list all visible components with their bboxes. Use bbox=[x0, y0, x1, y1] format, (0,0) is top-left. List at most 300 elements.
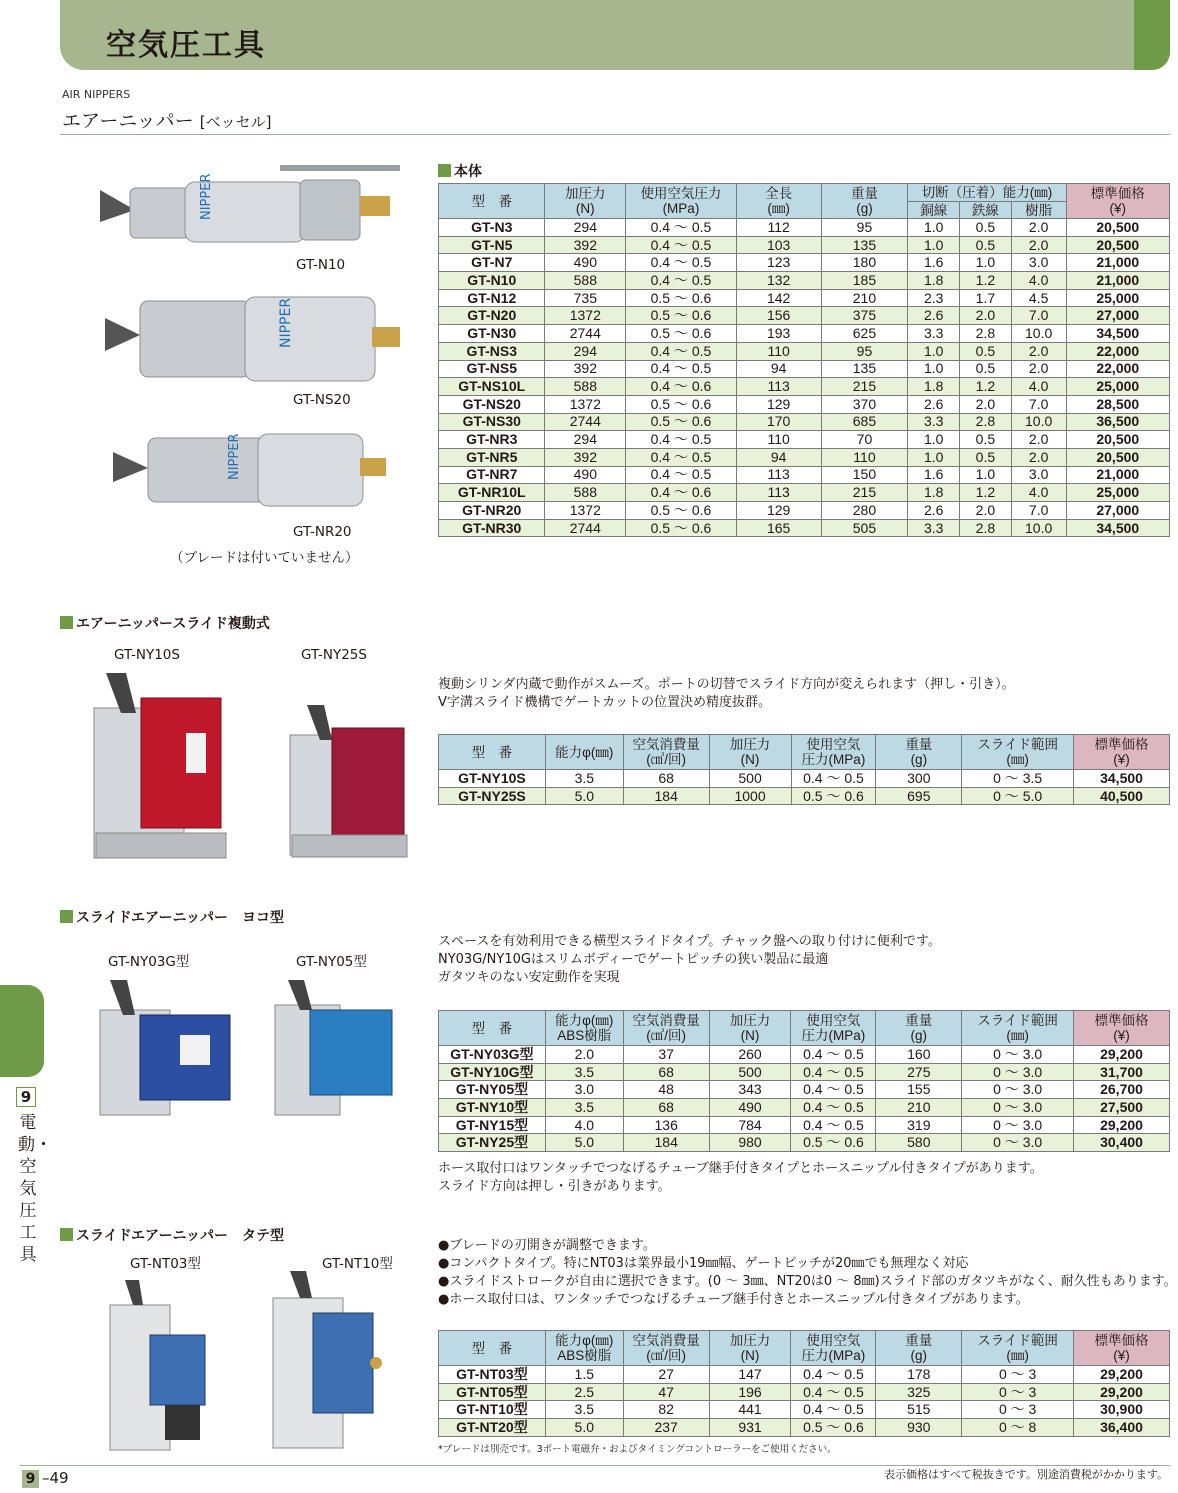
model-cell: GT-NS10L bbox=[439, 378, 545, 396]
model-cell: GT-NY03G型 bbox=[439, 1046, 546, 1064]
price-cell: 28,500 bbox=[1066, 395, 1169, 413]
value-cell: 625 bbox=[821, 325, 908, 343]
value-cell: 685 bbox=[821, 413, 908, 431]
price-cell: 21,000 bbox=[1066, 466, 1169, 484]
value-cell: 0.4 ～ 0.5 bbox=[626, 360, 737, 378]
slide-vertical-label-1: GT-NT03型 bbox=[130, 1256, 201, 1272]
th-length-label: 全長 bbox=[765, 186, 793, 201]
value-cell: 150 bbox=[821, 466, 908, 484]
slide-horizontal-section-title-text: スライドエアーニッパー ヨコ型 bbox=[76, 910, 285, 926]
value-cell: 2.0 bbox=[545, 1046, 623, 1064]
value-cell: 210 bbox=[876, 1099, 962, 1117]
model-cell: GT-NR7 bbox=[439, 466, 545, 484]
model-cell: GT-NY10型 bbox=[439, 1099, 546, 1117]
nys-th-range bbox=[962, 735, 1074, 770]
image-note: （ブレードは付いていません） bbox=[170, 550, 359, 566]
value-cell: 0.5 ～ 0.6 bbox=[626, 502, 737, 520]
product-image-gt-nr20 bbox=[108, 430, 390, 510]
value-cell: 1.7 bbox=[960, 289, 1012, 307]
nyh-th-force-label: 加圧力 bbox=[729, 1013, 771, 1028]
table-row bbox=[439, 1419, 1170, 1437]
value-cell: 1372 bbox=[545, 307, 626, 325]
value-cell: 7.0 bbox=[1011, 395, 1066, 413]
value-cell: 2.6 bbox=[908, 395, 960, 413]
value-cell: 1000 bbox=[709, 787, 791, 805]
model-cell: GT-N30 bbox=[439, 325, 545, 343]
nyh-th-force bbox=[709, 1011, 791, 1046]
tax-note: 表示価格はすべて税抜きです。別途消費税がかかります。 bbox=[883, 1468, 1168, 1481]
model-cell: GT-NY15型 bbox=[439, 1116, 546, 1134]
value-cell: 1.5 bbox=[545, 1366, 623, 1384]
table-row bbox=[439, 431, 1170, 449]
value-cell: 3.5 bbox=[545, 1063, 623, 1081]
subtitle-jp bbox=[62, 106, 271, 133]
price-cell: 22,000 bbox=[1066, 342, 1169, 360]
nys-th-range-unit: (㎜) bbox=[1006, 752, 1029, 767]
th-weight-unit: (g) bbox=[856, 201, 873, 216]
nt-th-pressure bbox=[791, 1331, 876, 1366]
nys-th-price-unit: (¥) bbox=[1113, 752, 1130, 767]
price-cell: 40,500 bbox=[1074, 787, 1170, 805]
table-row bbox=[439, 466, 1170, 484]
value-cell: 1.8 bbox=[908, 378, 960, 396]
model-cell: GT-NY10S bbox=[439, 770, 546, 788]
nyh-th-range-unit: (㎜) bbox=[1006, 1028, 1029, 1043]
model-cell: GT-N12 bbox=[439, 289, 545, 307]
th-pressure-label: 使用空気圧力 bbox=[640, 186, 722, 201]
table-row bbox=[439, 1116, 1170, 1134]
nys-th-price-label: 標準価格 bbox=[1094, 737, 1149, 752]
product-image-gt-ny03g bbox=[95, 975, 245, 1125]
value-cell: 3.5 bbox=[545, 1099, 623, 1117]
value-cell: 2.0 bbox=[960, 307, 1012, 325]
nt-th-cap-label: 能力φ(㎜) bbox=[555, 1333, 614, 1348]
slide-vertical-label-2: GT-NT10型 bbox=[322, 1256, 393, 1272]
table-row bbox=[439, 307, 1170, 325]
value-cell: 1.0 bbox=[908, 448, 960, 466]
th-price-label: 標準価格 bbox=[1090, 186, 1145, 201]
value-cell: 4.0 bbox=[1011, 378, 1066, 396]
slide-vertical-bullet-1: ●ブレードの刃開きが調整できます。 bbox=[438, 1238, 656, 1253]
value-cell: 275 bbox=[876, 1063, 962, 1081]
value-cell: 0.4 ～ 0.5 bbox=[791, 1081, 876, 1099]
nyh-th-weight-label: 重量 bbox=[905, 1013, 933, 1028]
nys-th-weight-label: 重量 bbox=[905, 737, 933, 752]
nyh-th-range bbox=[962, 1011, 1074, 1046]
value-cell: 0 ～ 8 bbox=[962, 1419, 1074, 1437]
nyh-th-pressure-label: 使用空気 bbox=[806, 1013, 861, 1028]
slide-vertical-section-title bbox=[60, 1225, 284, 1245]
value-cell: 515 bbox=[876, 1401, 962, 1419]
slide-double-label-1: GT-NY10S bbox=[114, 647, 180, 663]
value-cell: 0.5 ～ 0.6 bbox=[626, 307, 737, 325]
value-cell: 490 bbox=[545, 254, 626, 272]
nys-th-weight bbox=[876, 735, 962, 770]
model-cell: GT-NR20 bbox=[439, 502, 545, 520]
value-cell: 5.0 bbox=[545, 1419, 623, 1437]
value-cell: 112 bbox=[736, 219, 821, 237]
table-row bbox=[439, 1081, 1170, 1099]
value-cell: 294 bbox=[545, 431, 626, 449]
model-cell: GT-NR10L bbox=[439, 484, 545, 502]
price-cell: 26,700 bbox=[1074, 1081, 1170, 1099]
price-cell: 22,000 bbox=[1066, 360, 1169, 378]
value-cell: 1372 bbox=[545, 395, 626, 413]
value-cell: 2.0 bbox=[1011, 431, 1066, 449]
value-cell: 123 bbox=[736, 254, 821, 272]
value-cell: 129 bbox=[736, 395, 821, 413]
slide-horizontal-desc-1: スペースを有効利用できる横型スライドタイプ。チャック盤への取り付けに便利です。 bbox=[438, 934, 941, 949]
slide-horizontal-section-title bbox=[60, 907, 284, 927]
slide-double-section-title bbox=[60, 613, 270, 633]
value-cell: 0.4 ～ 0.5 bbox=[626, 254, 737, 272]
value-cell: 185 bbox=[821, 272, 908, 290]
nys-th-force-unit: (N) bbox=[740, 752, 760, 767]
value-cell: 0.4 ～ 0.5 bbox=[791, 1099, 876, 1117]
product-image-gt-nt03 bbox=[105, 1275, 215, 1455]
value-cell: 0.5 bbox=[960, 448, 1012, 466]
value-cell: 588 bbox=[545, 378, 626, 396]
value-cell: 0 ～ 3 bbox=[962, 1401, 1074, 1419]
table-row bbox=[439, 484, 1170, 502]
nys-th-pressure-label: 使用空気 bbox=[806, 737, 861, 752]
value-cell: 0 ～ 3.0 bbox=[962, 1046, 1074, 1064]
header-band bbox=[60, 0, 1170, 70]
product-image-gt-nt10 bbox=[268, 1268, 388, 1456]
value-cell: 7.0 bbox=[1011, 502, 1066, 520]
header-divider bbox=[60, 134, 1170, 135]
value-cell: 2.6 bbox=[908, 307, 960, 325]
product-image-gt-ns20 bbox=[100, 293, 405, 385]
value-cell: 1.2 bbox=[960, 378, 1012, 396]
nt-th-pressure-unit: 圧力(MPa) bbox=[801, 1348, 866, 1363]
value-cell: 300 bbox=[876, 770, 962, 788]
value-cell: 505 bbox=[821, 519, 908, 537]
table-row bbox=[439, 1383, 1170, 1401]
model-cell: GT-NS5 bbox=[439, 360, 545, 378]
nt-th-price-unit: (¥) bbox=[1113, 1348, 1130, 1363]
value-cell: 0.5 ～ 0.6 bbox=[791, 787, 876, 805]
value-cell: 784 bbox=[709, 1116, 791, 1134]
value-cell: 588 bbox=[545, 484, 626, 502]
value-cell: 500 bbox=[709, 770, 791, 788]
table-row bbox=[439, 1099, 1170, 1117]
value-cell: 441 bbox=[709, 1401, 791, 1419]
price-cell: 29,200 bbox=[1074, 1116, 1170, 1134]
model-cell: GT-NY25S bbox=[439, 787, 546, 805]
price-cell: 29,200 bbox=[1074, 1383, 1170, 1401]
value-cell: 0.5 ～ 0.6 bbox=[791, 1134, 876, 1152]
value-cell: 370 bbox=[821, 395, 908, 413]
value-cell: 132 bbox=[736, 272, 821, 290]
nys-th-weight-unit: (g) bbox=[910, 752, 928, 767]
value-cell: 1.2 bbox=[960, 484, 1012, 502]
value-cell: 0.4 ～ 0.5 bbox=[791, 1063, 876, 1081]
value-cell: 147 bbox=[709, 1366, 791, 1384]
value-cell: 1.8 bbox=[908, 272, 960, 290]
value-cell: 110 bbox=[821, 448, 908, 466]
price-cell: 34,500 bbox=[1066, 519, 1169, 537]
value-cell: 48 bbox=[623, 1081, 709, 1099]
value-cell: 27 bbox=[623, 1366, 709, 1384]
nt-th-weight-unit: (g) bbox=[910, 1348, 928, 1363]
value-cell: 95 bbox=[821, 219, 908, 237]
value-cell: 490 bbox=[709, 1099, 791, 1117]
side-chapter-text: 電動・空気圧工具 bbox=[18, 1113, 52, 1265]
value-cell: 490 bbox=[545, 466, 626, 484]
nys-th-cap-label: 能力φ(㎜) bbox=[555, 744, 614, 760]
main-spec-table bbox=[438, 183, 1170, 537]
value-cell: 5.0 bbox=[545, 787, 623, 805]
value-cell: 2744 bbox=[545, 519, 626, 537]
value-cell: 931 bbox=[709, 1419, 791, 1437]
value-cell: 135 bbox=[821, 236, 908, 254]
nyh-th-range-label: スライド範囲 bbox=[977, 1013, 1058, 1028]
page-chapter-number: 9 bbox=[22, 1470, 39, 1488]
value-cell: 0.4 ～ 0.5 bbox=[626, 466, 737, 484]
price-cell: 25,000 bbox=[1066, 289, 1169, 307]
th-cut-iron: 鉄線 bbox=[960, 202, 1012, 219]
value-cell: 294 bbox=[545, 342, 626, 360]
value-cell: 0 ～ 3.0 bbox=[962, 1099, 1074, 1117]
side-chapter-number: 9 bbox=[16, 1087, 36, 1107]
nys-th-force bbox=[709, 735, 791, 770]
th-cut-resin: 樹脂 bbox=[1011, 202, 1066, 219]
value-cell: 0.4 ～ 0.5 bbox=[791, 1116, 876, 1134]
value-cell: 0.4 ～ 0.5 bbox=[791, 1046, 876, 1064]
slide-vertical-section-title-text: スライドエアーニッパー タテ型 bbox=[76, 1228, 285, 1244]
value-cell: 0 ～ 3.0 bbox=[962, 1081, 1074, 1099]
table-row bbox=[439, 378, 1170, 396]
price-cell: 20,500 bbox=[1066, 448, 1169, 466]
th-cut: 切断（圧着）能力(㎜) bbox=[908, 184, 1066, 202]
value-cell: 95 bbox=[821, 342, 908, 360]
value-cell: 0.4 ～ 0.5 bbox=[791, 1383, 876, 1401]
table-row bbox=[439, 342, 1170, 360]
table-row bbox=[439, 360, 1170, 378]
value-cell: 0 ～ 3.0 bbox=[962, 1063, 1074, 1081]
value-cell: 170 bbox=[736, 413, 821, 431]
model-cell: GT-N20 bbox=[439, 307, 545, 325]
model-cell: GT-N5 bbox=[439, 236, 545, 254]
value-cell: 110 bbox=[736, 431, 821, 449]
value-cell: 210 bbox=[821, 289, 908, 307]
subtitle-brand: [ベッセル] bbox=[199, 113, 272, 131]
value-cell: 184 bbox=[623, 1134, 709, 1152]
value-cell: 1.8 bbox=[908, 484, 960, 502]
value-cell: 0.5 ～ 0.6 bbox=[626, 413, 737, 431]
th-pressure bbox=[626, 184, 737, 219]
value-cell: 0.4 ～ 0.5 bbox=[626, 272, 737, 290]
nyh-th-cap-label: 能力φ(㎜) bbox=[555, 1013, 614, 1028]
value-cell: 160 bbox=[876, 1046, 962, 1064]
value-cell: 68 bbox=[623, 1099, 709, 1117]
value-cell: 2.8 bbox=[960, 325, 1012, 343]
slide-horizontal-spec-table bbox=[438, 1010, 1170, 1152]
value-cell: 10.0 bbox=[1011, 325, 1066, 343]
page-number: –49 bbox=[42, 1469, 69, 1487]
value-cell: 113 bbox=[736, 378, 821, 396]
slide-double-desc-2: V字溝スライド機構でゲートカットの位置決め精度抜群。 bbox=[438, 695, 771, 710]
value-cell: 0.5 ～ 0.6 bbox=[626, 395, 737, 413]
table-row bbox=[439, 413, 1170, 431]
value-cell: 0.5 bbox=[960, 236, 1012, 254]
model-cell: GT-NY25型 bbox=[439, 1134, 546, 1152]
model-cell: GT-NT20型 bbox=[439, 1419, 546, 1437]
table-row bbox=[439, 448, 1170, 466]
nyh-th-weight-unit: (g) bbox=[910, 1028, 928, 1043]
value-cell: 3.0 bbox=[545, 1081, 623, 1099]
slide-vertical-spec-table bbox=[438, 1330, 1170, 1437]
value-cell: 1.0 bbox=[908, 360, 960, 378]
value-cell: 7.0 bbox=[1011, 307, 1066, 325]
slide-horizontal-label-2: GT-NY05型 bbox=[296, 954, 367, 970]
nyh-th-air-label: 空気消費量 bbox=[632, 1013, 700, 1028]
value-cell: 325 bbox=[876, 1383, 962, 1401]
nt-th-model: 型 番 bbox=[439, 1331, 546, 1366]
value-cell: 3.5 bbox=[545, 1401, 623, 1419]
th-force-unit: (N) bbox=[575, 201, 595, 216]
table-row bbox=[439, 1063, 1170, 1081]
th-weight bbox=[821, 184, 908, 219]
nyh-th-price-unit: (¥) bbox=[1113, 1028, 1130, 1043]
value-cell: 1.2 bbox=[960, 272, 1012, 290]
nyh-th-model: 型 番 bbox=[439, 1011, 546, 1046]
table-row bbox=[439, 395, 1170, 413]
value-cell: 319 bbox=[876, 1116, 962, 1134]
nyh-th-air-unit: (㎤/回) bbox=[646, 1028, 687, 1043]
value-cell: 0.4 ～ 0.5 bbox=[626, 448, 737, 466]
model-cell: GT-NR3 bbox=[439, 431, 545, 449]
table-row bbox=[439, 289, 1170, 307]
value-cell: 2.5 bbox=[545, 1383, 623, 1401]
value-cell: 0.5 bbox=[960, 360, 1012, 378]
value-cell: 110 bbox=[736, 342, 821, 360]
price-cell: 29,200 bbox=[1074, 1366, 1170, 1384]
nys-th-force-label: 加圧力 bbox=[729, 737, 771, 752]
slide-horizontal-label-1: GT-NY03G型 bbox=[108, 954, 190, 970]
value-cell: 94 bbox=[736, 360, 821, 378]
nt-th-price-label: 標準価格 bbox=[1094, 1333, 1149, 1348]
value-cell: 178 bbox=[876, 1366, 962, 1384]
nyh-th-price bbox=[1074, 1011, 1170, 1046]
th-length bbox=[736, 184, 821, 219]
nyh-th-air bbox=[623, 1011, 709, 1046]
value-cell: 294 bbox=[545, 219, 626, 237]
value-cell: 695 bbox=[876, 787, 962, 805]
table-row bbox=[439, 1401, 1170, 1419]
nys-th-air-unit: (㎤/回) bbox=[646, 752, 687, 767]
nyh-th-pressure-unit: 圧力(MPa) bbox=[801, 1028, 866, 1043]
nys-th-pressure bbox=[791, 735, 876, 770]
slide-horizontal-desc-2: NY03G/NY10Gはスリムボディーでゲートピッチの狭い製品に最適 bbox=[438, 952, 829, 967]
nt-th-force-label: 加圧力 bbox=[729, 1333, 771, 1348]
slide-vertical-footnote: *ブレードは別売です。3ポート電磁弁・およびタイミングコントローラーをご使用ください。 bbox=[438, 1444, 837, 1455]
value-cell: 260 bbox=[709, 1046, 791, 1064]
value-cell: 280 bbox=[821, 502, 908, 520]
model-cell: GT-N7 bbox=[439, 254, 545, 272]
nt-th-force bbox=[709, 1331, 791, 1366]
value-cell: 1.0 bbox=[960, 254, 1012, 272]
value-cell: 135 bbox=[821, 360, 908, 378]
value-cell: 184 bbox=[623, 787, 709, 805]
value-cell: 196 bbox=[709, 1383, 791, 1401]
value-cell: 375 bbox=[821, 307, 908, 325]
value-cell: 37 bbox=[623, 1046, 709, 1064]
table-row bbox=[439, 1134, 1170, 1152]
value-cell: 3.3 bbox=[908, 413, 960, 431]
nt-th-cap2: ABS樹脂 bbox=[557, 1348, 612, 1363]
model-cell: GT-N3 bbox=[439, 219, 545, 237]
nt-th-air-label: 空気消費量 bbox=[632, 1333, 700, 1348]
model-cell: GT-NT10型 bbox=[439, 1401, 546, 1419]
value-cell: 237 bbox=[623, 1419, 709, 1437]
price-cell: 21,000 bbox=[1066, 272, 1169, 290]
price-cell: 29,200 bbox=[1074, 1046, 1170, 1064]
model-cell: GT-NY05型 bbox=[439, 1081, 546, 1099]
model-cell: GT-NS30 bbox=[439, 413, 545, 431]
value-cell: 0.5 ～ 0.6 bbox=[791, 1419, 876, 1437]
price-cell: 20,500 bbox=[1066, 236, 1169, 254]
table-row bbox=[439, 1366, 1170, 1384]
nt-th-range-unit: (㎜) bbox=[1006, 1348, 1029, 1363]
value-cell: 2744 bbox=[545, 413, 626, 431]
value-cell: 142 bbox=[736, 289, 821, 307]
value-cell: 980 bbox=[709, 1134, 791, 1152]
value-cell: 215 bbox=[821, 378, 908, 396]
th-force-label: 加圧力 bbox=[565, 186, 606, 201]
th-price bbox=[1066, 184, 1169, 219]
value-cell: 3.3 bbox=[908, 325, 960, 343]
value-cell: 2.0 bbox=[1011, 360, 1066, 378]
nt-th-range bbox=[962, 1331, 1074, 1366]
value-cell: 2.0 bbox=[1011, 236, 1066, 254]
value-cell: 0 ～ 3 bbox=[962, 1366, 1074, 1384]
nt-th-range-label: スライド範囲 bbox=[977, 1333, 1058, 1348]
subtitle-jp-main: エアーニッパー bbox=[62, 110, 194, 132]
table-row bbox=[439, 770, 1170, 788]
value-cell: 2.0 bbox=[960, 395, 1012, 413]
value-cell: 136 bbox=[623, 1116, 709, 1134]
nyh-th-price-label: 標準価格 bbox=[1094, 1013, 1149, 1028]
value-cell: 735 bbox=[545, 289, 626, 307]
slide-vertical-bullet-2: ●コンパクトタイプ。特にNT03は業界最小19㎜幅、ゲートピッチが20㎜でも無理なく対応 bbox=[438, 1256, 969, 1271]
nys-th-air-label: 空気消費量 bbox=[632, 737, 700, 752]
value-cell: 82 bbox=[623, 1401, 709, 1419]
price-cell: 20,500 bbox=[1066, 431, 1169, 449]
th-length-unit: (㎜) bbox=[767, 201, 790, 216]
table-row bbox=[439, 272, 1170, 290]
image-label-3: GT-NR20 bbox=[293, 524, 352, 540]
th-weight-label: 重量 bbox=[850, 186, 878, 201]
price-cell: 25,000 bbox=[1066, 378, 1169, 396]
value-cell: 392 bbox=[545, 236, 626, 254]
slide-vertical-bullet-4: ●ホース取付口は、ワンタッチでつなげるチューブ継手付きとホースニップル付きタイプがあります。 bbox=[438, 1292, 1029, 1307]
price-cell: 25,000 bbox=[1066, 484, 1169, 502]
model-cell: GT-NY10G型 bbox=[439, 1063, 546, 1081]
price-cell: 27,000 bbox=[1066, 307, 1169, 325]
table-row bbox=[439, 236, 1170, 254]
main-section-title bbox=[438, 161, 482, 181]
table-row bbox=[439, 325, 1170, 343]
value-cell: 10.0 bbox=[1011, 413, 1066, 431]
slide-horizontal-desc-3: ガタツキのない安定動作を実現 bbox=[438, 970, 620, 985]
value-cell: 2.3 bbox=[908, 289, 960, 307]
model-cell: GT-NR30 bbox=[439, 519, 545, 537]
value-cell: 3.5 bbox=[545, 770, 623, 788]
value-cell: 1.6 bbox=[908, 466, 960, 484]
value-cell: 94 bbox=[736, 448, 821, 466]
